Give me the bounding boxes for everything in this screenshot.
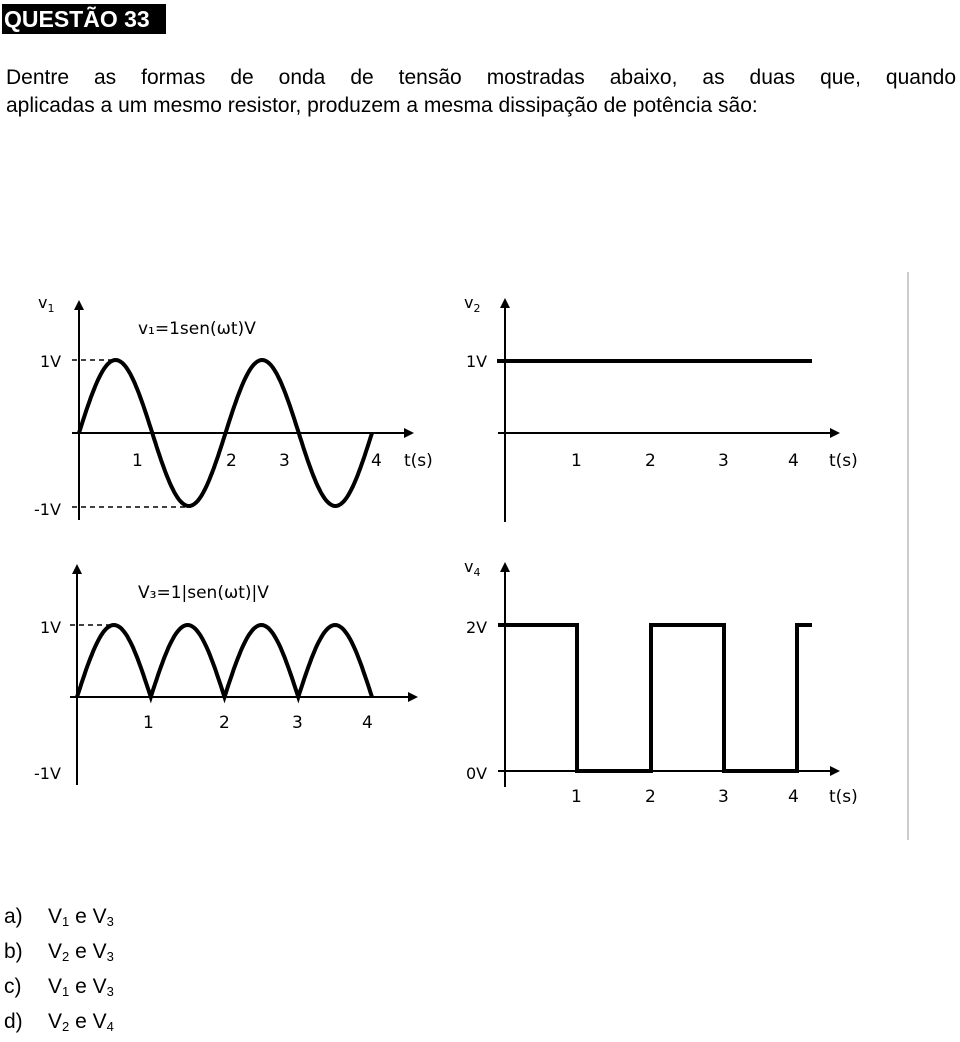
question-stem-line-2: aplicadas a um mesmo resistor, produzem a mesma dissipação de potência são: [6,94,758,117]
option-text: $V_1$ e $V_3$ [48,975,114,999]
v2-axis-label: $v_2$ [464,293,481,315]
v1-tick-4: 4 [371,451,382,471]
option-letter: d) [4,1010,23,1033]
option-text: $V_2$ e $V_4$ [48,1010,114,1034]
option-letter: a) [4,905,23,928]
v4-time-label: t(s) [829,787,858,807]
option-text: $V_1$ e $V_3$ [48,905,114,929]
v1-tick-2: 2 [226,451,237,471]
v2-tick-4: 4 [788,451,799,471]
option-b[interactable] [4,937,114,972]
option-a[interactable] [4,902,114,937]
v4-tick-1: 1 [571,787,582,807]
v2-tick-1: 1 [571,451,582,471]
v3-formula: V₃=1|sen(ωt)|V [138,583,269,603]
option-c[interactable] [4,972,114,1007]
v2-time-label: t(s) [829,451,858,471]
v3-bottom-level-label: -1V [34,764,61,783]
v3-tick-2: 2 [219,713,230,733]
v1-bottom-level-label: -1V [34,500,61,519]
v4-top-level-label: 2V [466,618,488,637]
v1-top-level-label: 1V [40,352,62,371]
question-stem [6,64,956,120]
v3-tick-3: 3 [292,713,303,733]
v2-top-level-label: 1V [466,352,488,371]
v4-bottom-level-label: 0V [466,764,488,783]
v1-axis-label: $v_1$ [38,293,55,315]
graph-v1 [34,293,433,520]
waveforms-figure [0,262,960,842]
v3-tick-1: 1 [143,713,154,733]
option-text: $V_2$ e $V_3$ [48,940,114,964]
answer-options [4,902,114,1042]
v2-tick-3: 3 [718,451,729,471]
graph-v2 [464,293,858,522]
v4-tick-4: 4 [788,787,799,807]
v1-formula: v₁=1sen(ωt)V [138,319,256,339]
v1-tick-3: 3 [279,451,290,471]
v4-tick-2: 2 [645,787,656,807]
v4-axis-label: $v_4$ [464,557,481,579]
v3-top-level-label: 1V [40,618,62,637]
v2-tick-2: 2 [645,451,656,471]
v3-rectified-wave [77,625,372,697]
v4-square-wave [498,625,812,771]
question-stem-line-1: Dentre as formas de onda de tensão mostradas abaixo, as duas que, quando [6,66,956,89]
option-letter: c) [4,975,22,998]
v1-tick-1: 1 [132,451,143,471]
question-number-header: QUESTÃO 33 [2,4,166,34]
v1-time-label: t(s) [404,451,433,471]
graph-v3 [34,566,416,785]
option-letter: b) [4,940,23,963]
graph-v4 [464,557,858,807]
v4-tick-3: 3 [718,787,729,807]
v3-tick-4: 4 [362,713,373,733]
option-d[interactable] [4,1007,114,1042]
